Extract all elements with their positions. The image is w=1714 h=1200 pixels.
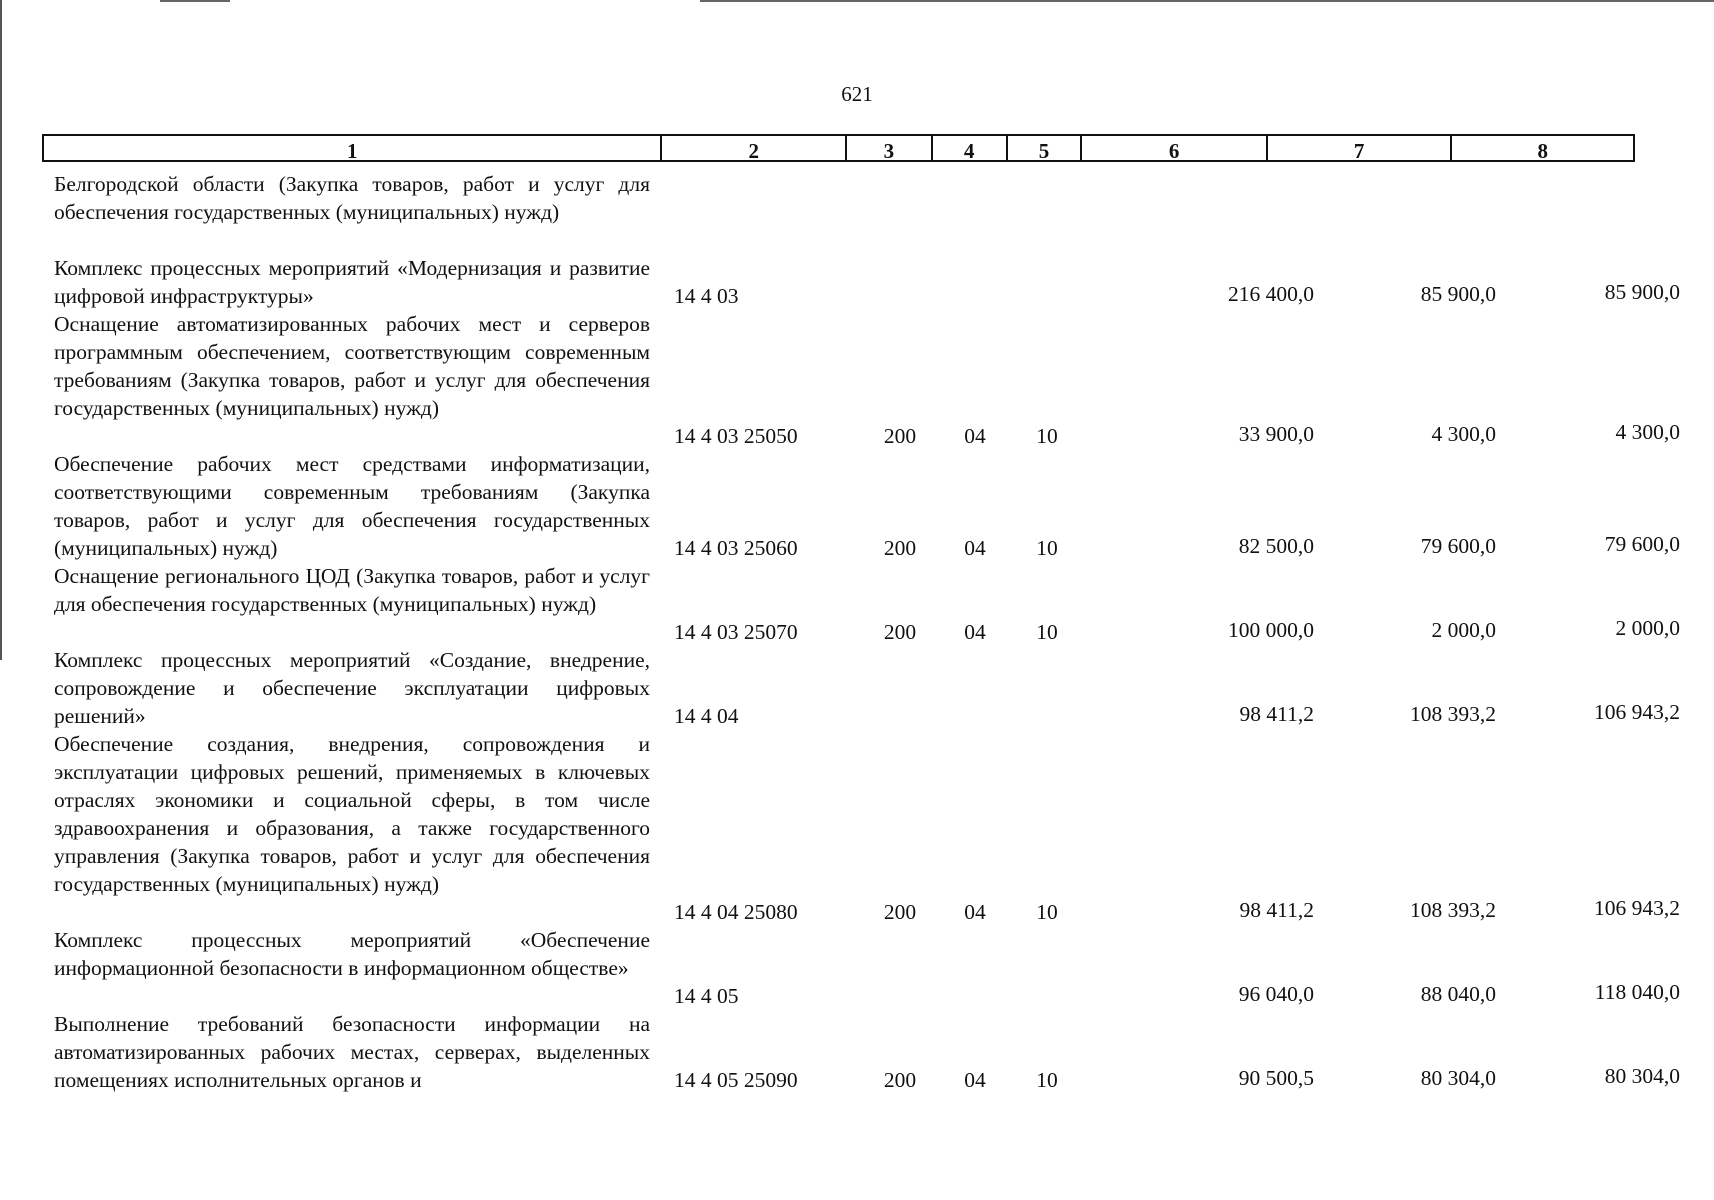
row-value-4: 04 (964, 900, 986, 924)
row-description: Оснащение автоматизированных рабочих мест и серверов программным обеспечением, соответствующим современным требованиям (Закупка товаров, работ и услуг для обеспечения государственных (муниципальных) нужд) (54, 312, 650, 420)
row-value-7: 2 000,0 (1431, 618, 1496, 642)
row-code: 14 4 05 25090 (674, 1068, 798, 1092)
row-value-7: 88 040,0 (1420, 982, 1496, 1006)
table-row (54, 1010, 1680, 1094)
row-value-7: 108 393,2 (1410, 702, 1496, 726)
row-description: Комплекс процессных мероприятий «Создание, внедрение, сопровождение и обеспечение эксплуатации цифровых решений» (54, 648, 650, 728)
row-value-8: 80 304,0 (1604, 1064, 1680, 1088)
header-col-8: 8 (1537, 139, 1548, 163)
header-col-5: 5 (1008, 136, 1083, 160)
row-value-3: 200 (883, 1068, 917, 1092)
row-value-6: 216 400,0 (1228, 282, 1314, 306)
table-row (54, 730, 1680, 926)
row-value-6: 96 040,0 (1238, 982, 1314, 1006)
row-value-6: 90 500,5 (1238, 1066, 1314, 1090)
row-value-3: 200 (883, 620, 917, 644)
page-number: 621 (841, 82, 873, 106)
row-value-7: 108 393,2 (1410, 898, 1496, 922)
row-description: Белгородской области (Закупка товаров, работ и услуг для обеспечения государственных (муниципальных) нужд) (54, 172, 650, 224)
row-code: 14 4 03 25060 (674, 536, 798, 560)
row-value-3: 200 (883, 900, 917, 924)
row-value-7: 79 600,0 (1420, 534, 1496, 558)
row-value-8: 2 000,0 (1615, 616, 1680, 640)
row-value-6: 98 411,2 (1239, 898, 1314, 922)
header-col-4: 4 (933, 136, 1008, 160)
row-code: 14 4 03 25050 (674, 424, 798, 448)
row-value-6: 82 500,0 (1238, 534, 1314, 558)
table-row (54, 562, 1680, 646)
row-value-3: 200 (883, 424, 917, 448)
row-value-3: 200 (883, 536, 917, 560)
table-row (54, 926, 1680, 1010)
row-description: Обеспечение рабочих мест средствами информатизации, соответствующими современным требованиям (Закупка товаров, работ и услуг для обеспечения государственных (муниципальных) нужд) (54, 452, 650, 560)
table-row (54, 310, 1680, 450)
row-value-8: 106 943,2 (1594, 896, 1680, 920)
row-code: 14 4 04 (674, 704, 739, 728)
row-value-6: 100 000,0 (1228, 618, 1314, 642)
row-value-4: 04 (964, 424, 986, 448)
header-col-6: 6 (1082, 136, 1268, 160)
row-value-5: 10 (1036, 1068, 1058, 1092)
table-row (54, 450, 1680, 562)
row-description: Комплекс процессных мероприятий «Модернизация и развитие цифровой инфраструктуры» (54, 256, 650, 308)
row-value-8: 118 040,0 (1594, 980, 1680, 1004)
row-value-7: 85 900,0 (1420, 282, 1496, 306)
row-value-8: 79 600,0 (1604, 532, 1680, 556)
table-row (54, 254, 1680, 310)
row-description: Выполнение требований безопасности информации на автоматизированных рабочих местах, серверах, выделенных помещениях исполнительных органов и (54, 1012, 650, 1092)
row-code: 14 4 03 25070 (674, 620, 798, 644)
row-value-4: 04 (964, 536, 986, 560)
row-value-7: 80 304,0 (1420, 1066, 1496, 1090)
row-description: Обеспечение создания, внедрения, сопровождения и эксплуатации цифровых решений, применяемых в ключевых отраслях экономики и социальной сферы, в том числе здравоохранения и образования, а также государственного управления (Закупка товаров, работ и услуг для обеспечения государственных (муниципальных) нужд) (54, 732, 650, 896)
row-code: 14 4 05 (674, 984, 739, 1008)
table-header (42, 134, 1635, 162)
row-description: Комплекс процессных мероприятий «Обеспечение информационной безопасности в информационном обществе» (54, 928, 650, 980)
header-col-1: 1 (44, 136, 662, 160)
row-value-8: 4 300,0 (1615, 420, 1680, 444)
row-value-8: 85 900,0 (1604, 280, 1680, 304)
row-value-5: 10 (1036, 424, 1058, 448)
header-col-3: 3 (847, 136, 933, 160)
row-value-5: 10 (1036, 536, 1058, 560)
table-row (54, 170, 1634, 254)
row-code: 14 4 03 (674, 284, 739, 308)
row-value-8: 106 943,2 (1594, 700, 1680, 724)
row-value-4: 04 (964, 620, 986, 644)
header-col-7: 7 (1268, 136, 1453, 160)
table-row (54, 646, 1680, 730)
header-col-2: 2 (662, 136, 847, 160)
top-rule-left (160, 0, 230, 2)
row-value-5: 10 (1036, 620, 1058, 644)
row-value-6: 98 411,2 (1239, 702, 1314, 726)
top-rule-right (700, 0, 1714, 2)
row-value-4: 04 (964, 1068, 986, 1092)
row-value-6: 33 900,0 (1238, 422, 1314, 446)
row-code: 14 4 04 25080 (674, 900, 798, 924)
row-description: Оснащение регионального ЦОД (Закупка товаров, работ и услуг для обеспечения государственных (муниципальных) нужд) (54, 564, 650, 616)
row-value-5: 10 (1036, 900, 1058, 924)
row-value-7: 4 300,0 (1431, 422, 1496, 446)
